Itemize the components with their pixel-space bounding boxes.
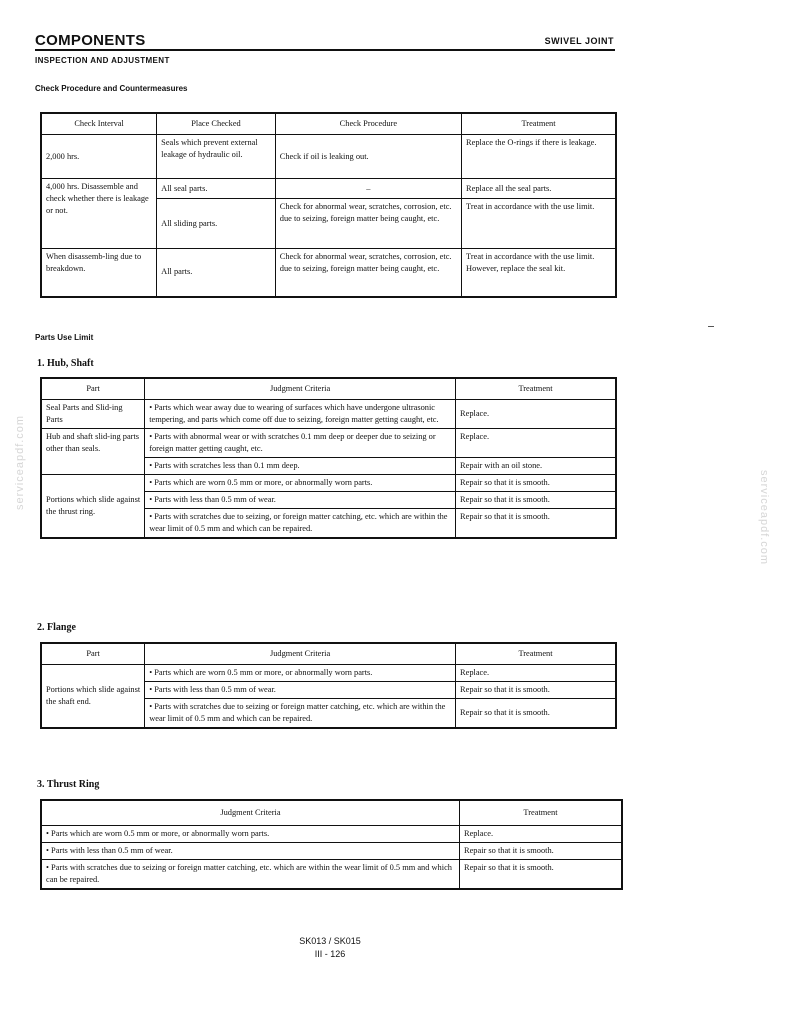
footer-page-number: III - 126 xyxy=(314,949,346,959)
criteria-cell: • Parts with less than 0.5 mm of wear. xyxy=(145,682,456,699)
treatment-cell: Repair so that it is smooth. xyxy=(456,682,616,699)
criteria-cell: • Parts with abnormal wear or with scratches 0.1 mm deep or deeper due to seizing or foreign matter getting caught, etc. xyxy=(145,429,456,458)
col-header: Treatment xyxy=(456,378,616,400)
criteria-cell: • Parts with scratches due to seizing or foreign matter catching, etc. which are within the wear limit of 0.5 mm and which can be repaired. xyxy=(145,699,456,729)
treatment-cell: Repair so that it is smooth. xyxy=(459,843,622,860)
procedure-cell: Check for abnormal wear, scratches, corrosion, etc. due to seizing, foreign matter being caught, etc. xyxy=(275,249,461,297)
col-header: Treatment xyxy=(459,800,622,826)
col-header: Judgment Criteria xyxy=(41,800,459,826)
flange-table xyxy=(40,642,617,729)
criteria-cell: • Parts with scratches due to seizing, or foreign matter catching, etc. which are within the wear limit of 0.5 mm and which can be repaired. xyxy=(145,509,456,539)
treatment-cell: Repair so that it is smooth. xyxy=(456,699,616,729)
treatment-cell: Replace. xyxy=(459,826,622,843)
footer-model: SK013 / SK015 xyxy=(299,936,361,946)
treatment-cell: Repair so that it is smooth. xyxy=(456,492,616,509)
treatment-cell: Treat in accordance with the use limit. xyxy=(462,199,616,249)
criteria-cell: • Parts with less than 0.5 mm of wear. xyxy=(41,843,459,860)
col-header: Judgment Criteria xyxy=(145,643,456,665)
treatment-cell: Repair with an oil stone. xyxy=(456,458,616,475)
treatment-cell: Repair so that it is smooth. xyxy=(456,509,616,539)
table-header-row xyxy=(41,643,616,665)
table-row xyxy=(41,665,616,682)
criteria-cell: • Parts which wear away due to wearing of surfaces which have undergone ultrasonic tempering, and parts which come off due to seizing, foreign matter getting caught, etc. xyxy=(145,400,456,429)
procedure-cell: Check if oil is leaking out. xyxy=(275,135,461,179)
place-cell: All parts. xyxy=(157,249,276,297)
table-row xyxy=(41,475,616,492)
col-header: Treatment xyxy=(456,643,616,665)
section-title: INSPECTION AND ADJUSTMENT xyxy=(35,56,170,65)
place-cell: Seals which prevent external leakage of hydraulic oil. xyxy=(157,135,276,179)
part-cell: Portions which slide against the shaft end. xyxy=(41,665,145,729)
interval-cell: When disassemb-ling due to breakdown. xyxy=(41,249,157,297)
table-row xyxy=(41,429,616,458)
part-cell: Portions which slide against the thrust ring. xyxy=(41,475,145,539)
table-row xyxy=(41,826,622,843)
col-header: Part xyxy=(41,378,145,400)
col-header: Judgment Criteria xyxy=(145,378,456,400)
criteria-cell: • Parts with scratches less than 0.1 mm deep. xyxy=(145,458,456,475)
treatment-cell: Repair so that it is smooth. xyxy=(459,860,622,890)
hub-heading: 1. Hub, Shaft xyxy=(37,358,94,369)
col-header: Place Checked xyxy=(157,113,276,135)
section-label: SWIVEL JOINT xyxy=(544,36,614,46)
part-cell: Hub and shaft slid-ing parts other than seals. xyxy=(41,429,145,475)
table-row xyxy=(41,249,616,297)
thrust-heading: 3. Thrust Ring xyxy=(37,779,100,790)
watermark-left: serviceapdf.com xyxy=(14,414,26,510)
treatment-cell: Replace. xyxy=(456,429,616,458)
procedure-cell: Check for abnormal wear, scratches, corrosion, etc. due to seizing, foreign matter being caught, etc. xyxy=(275,199,461,249)
interval-cell: 4,000 hrs. Disassemble and check whether there is leakage or not. xyxy=(41,179,157,249)
margin-mark xyxy=(708,326,714,327)
treatment-cell: Replace the O-rings if there is leakage. xyxy=(462,135,616,179)
hub-table xyxy=(40,377,617,539)
watermark-right: serviceapdf.com xyxy=(758,470,770,566)
col-header: Treatment xyxy=(462,113,616,135)
procedure-cell: – xyxy=(275,179,461,199)
treatment-cell: Treat in accordance with the use limit. However, replace the seal kit. xyxy=(462,249,616,297)
treatment-cell: Repair so that it is smooth. xyxy=(456,475,616,492)
col-header: Check Interval xyxy=(41,113,157,135)
treatment-cell: Replace all the seal parts. xyxy=(462,179,616,199)
table-row xyxy=(41,843,622,860)
header-rule xyxy=(35,49,615,51)
place-cell: All seal parts. xyxy=(157,179,276,199)
thrust-table xyxy=(40,799,623,890)
table-row xyxy=(41,860,622,890)
table-header-row xyxy=(41,378,616,400)
table-row xyxy=(41,179,616,199)
col-header: Check Procedure xyxy=(275,113,461,135)
treatment-cell: Replace. xyxy=(456,400,616,429)
interval-cell: 2,000 hrs. xyxy=(41,135,157,179)
table-row xyxy=(41,400,616,429)
table-header-row xyxy=(41,113,616,135)
criteria-cell: • Parts which are worn 0.5 mm or more, or abnormally worn parts. xyxy=(41,826,459,843)
criteria-cell: • Parts with scratches due to seizing or foreign matter catching, etc. which are within the wear limit of 0.5 mm and which can be repaired. xyxy=(41,860,459,890)
part-cell: Seal Parts and Slid-ing Parts xyxy=(41,400,145,429)
treatment-cell: Replace. xyxy=(456,665,616,682)
table-row xyxy=(41,135,616,179)
place-cell: All sliding parts. xyxy=(157,199,276,249)
flange-heading: 2. Flange xyxy=(37,622,76,633)
table-header-row xyxy=(41,800,622,826)
criteria-cell: • Parts which are worn 0.5 mm or more, or abnormally worn parts. xyxy=(145,475,456,492)
col-header: Part xyxy=(41,643,145,665)
parts-use-limit-heading: Parts Use Limit xyxy=(35,333,94,342)
page-title: COMPONENTS xyxy=(35,32,146,49)
check-table xyxy=(40,112,617,298)
criteria-cell: • Parts which are worn 0.5 mm or more, or abnormally worn parts. xyxy=(145,665,456,682)
criteria-cell: • Parts with less than 0.5 mm of wear. xyxy=(145,492,456,509)
check-heading: Check Procedure and Countermeasures xyxy=(35,84,188,93)
